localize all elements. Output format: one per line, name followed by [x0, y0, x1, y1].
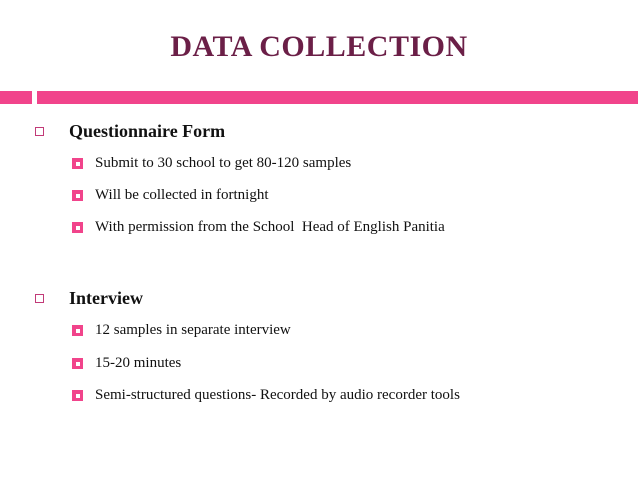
list-item: [72, 355, 181, 372]
square-bullet-icon: [72, 390, 83, 401]
square-bullet-icon: [72, 158, 83, 169]
list-item: [72, 155, 351, 172]
hollow-square-bullet-icon: [35, 127, 44, 136]
list-item: [72, 187, 269, 204]
list-item-text: Semi-structured questions- Recorded by audio recorder tools: [95, 387, 460, 403]
list-item-text: 15-20 minutes: [95, 355, 182, 371]
list-item-text: Will be collected in fortnight: [95, 187, 269, 203]
section-heading-label: Questionnaire Form: [69, 121, 226, 141]
list-item-text: 12 samples in separate interview: [95, 322, 291, 338]
square-bullet-icon: [72, 190, 83, 201]
list-item: [72, 219, 445, 236]
accent-bar-left: [0, 91, 32, 104]
accent-bar-right: [37, 91, 638, 104]
section-heading-questionnaire: [35, 121, 225, 142]
square-bullet-icon: [72, 358, 83, 369]
square-bullet-icon: [72, 222, 83, 233]
list-item: [72, 322, 291, 339]
section-heading-interview: [35, 288, 143, 309]
slide-title: DATA COLLECTION: [170, 30, 468, 63]
list-item: [72, 387, 460, 404]
hollow-square-bullet-icon: [35, 294, 44, 303]
list-item-text: With permission from the School Head of English Panitia: [95, 219, 445, 235]
square-bullet-icon: [72, 325, 83, 336]
section-heading-label: Interview: [69, 288, 143, 308]
list-item-text: Submit to 30 school to get 80-120 samples: [95, 155, 352, 171]
